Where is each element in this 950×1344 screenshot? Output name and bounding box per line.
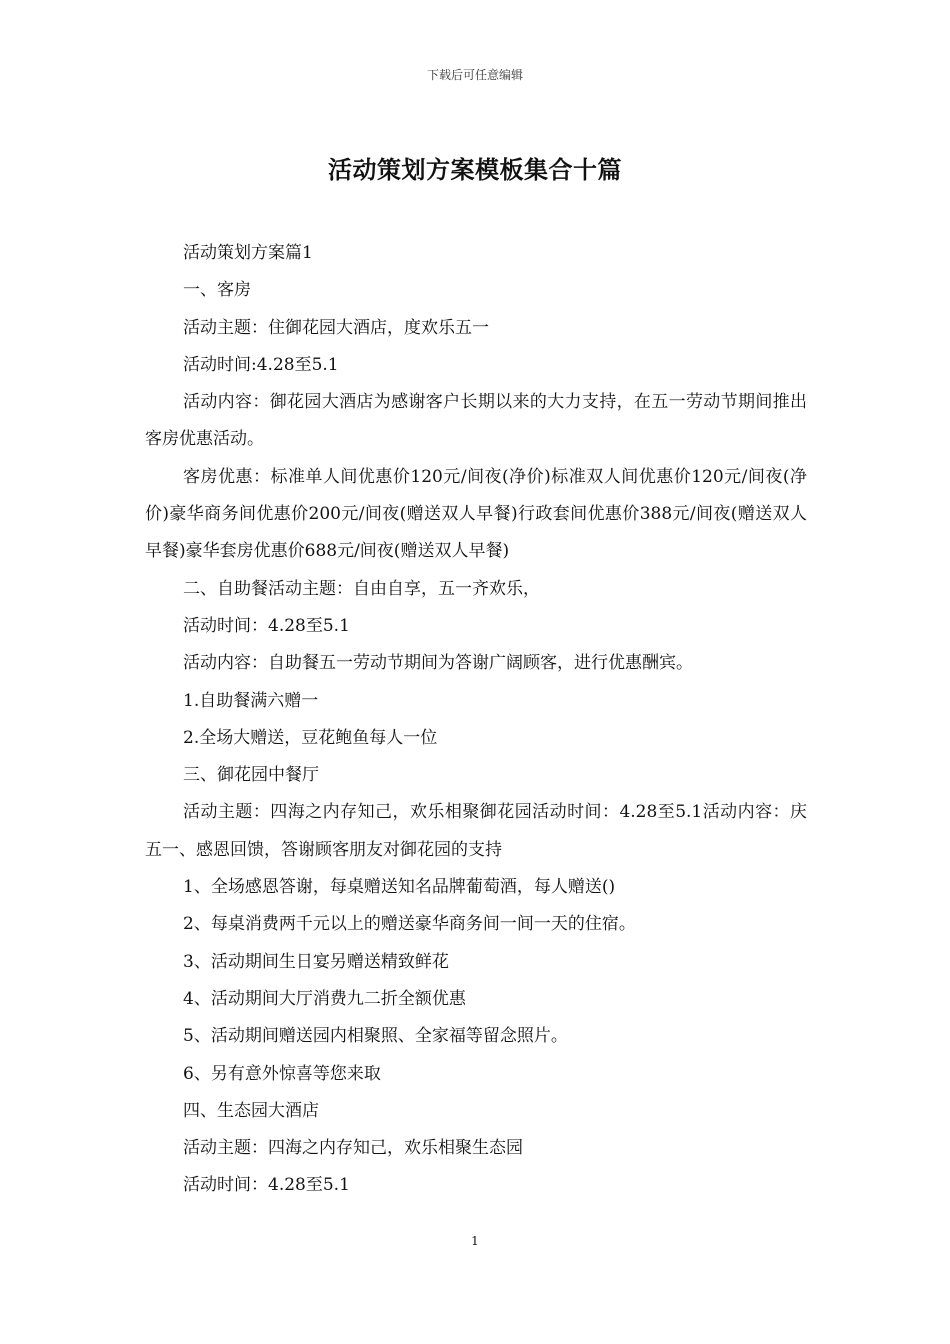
paragraph-buffet-theme: 二、自助餐活动主题：自由自享，五一齐欢乐， [183, 578, 540, 599]
list-item-restaurant-5: 5、活动期间赠送园内相聚照、全家福等留念照片。 [183, 1026, 568, 1047]
paragraph-chinese-restaurant-heading: 三、御花园中餐厅 [183, 765, 319, 786]
paragraph-buffet-content: 活动内容：自助餐五一劳动节期间为答谢广阔顾客，进行优惠酬宾。 [183, 653, 693, 674]
paragraph-guest-rooms-content: 活动内容：御花园大酒店为感谢客户长期以来的大力支持，在五一劳动节期间推出客房优惠活动。 [145, 392, 807, 450]
paragraph-guest-rooms-offers: 客房优惠：标准单人间优惠价120元/间夜(净价)标准双人间优惠价120元/间夜(净价)豪华商务间优惠价200元/间夜(赠送双人早餐)行政套间优惠价388元/间夜(赠送双人早餐)豪华套房优惠价688元/间夜(赠送双人早餐) [145, 466, 807, 562]
list-item-restaurant-2: 2、每桌消费两千元以上的赠送豪华商务间一间一天的住宿。 [183, 914, 636, 935]
document-title: 活动策划方案模板集合十篇 [328, 155, 622, 184]
list-item-buffet-1: 1.自助餐满六赠一 [183, 690, 319, 711]
list-item-restaurant-1: 1、全场感恩答谢，每桌赠送知名品牌葡萄酒，每人赠送() [183, 877, 616, 898]
list-item-restaurant-3: 3、活动期间生日宴另赠送精致鲜花 [183, 951, 449, 972]
list-item-restaurant-6: 6、另有意外惊喜等您来取 [183, 1063, 381, 1084]
paragraph-guest-rooms-heading: 一、客房 [183, 280, 251, 301]
paragraph-eco-hotel-time: 活动时间：4.28至5.1 [183, 1175, 350, 1196]
paragraph-buffet-time: 活动时间：4.28至5.1 [183, 615, 350, 636]
header-note: 下载后可任意编辑 [426, 68, 523, 82]
paragraph-section-heading: 活动策划方案篇1 [183, 243, 313, 263]
document-body [145, 235, 807, 1205]
list-item-restaurant-4: 4、活动期间大厅消费九二折全额优惠 [183, 988, 466, 1009]
list-item-buffet-2: 2.全场大赠送，豆花鲍鱼每人一位 [183, 727, 438, 748]
paragraph-guest-rooms-time: 活动时间:4.28至5.1 [183, 354, 339, 375]
paragraph-guest-rooms-theme: 活动主题：住御花园大酒店，度欢乐五一 [183, 317, 489, 338]
page-number: 1 [471, 1234, 479, 1248]
paragraph-chinese-restaurant-theme: 活动主题：四海之内存知己，欢乐相聚御花园活动时间：4.28至5.1活动内容：庆五一、感恩回馈，答谢顾客朋友对御花园的支持 [145, 802, 807, 860]
paragraph-eco-hotel-theme: 活动主题：四海之内存知己，欢乐相聚生态园 [183, 1138, 523, 1159]
paragraph-eco-hotel-heading: 四、生态园大酒店 [183, 1100, 319, 1121]
